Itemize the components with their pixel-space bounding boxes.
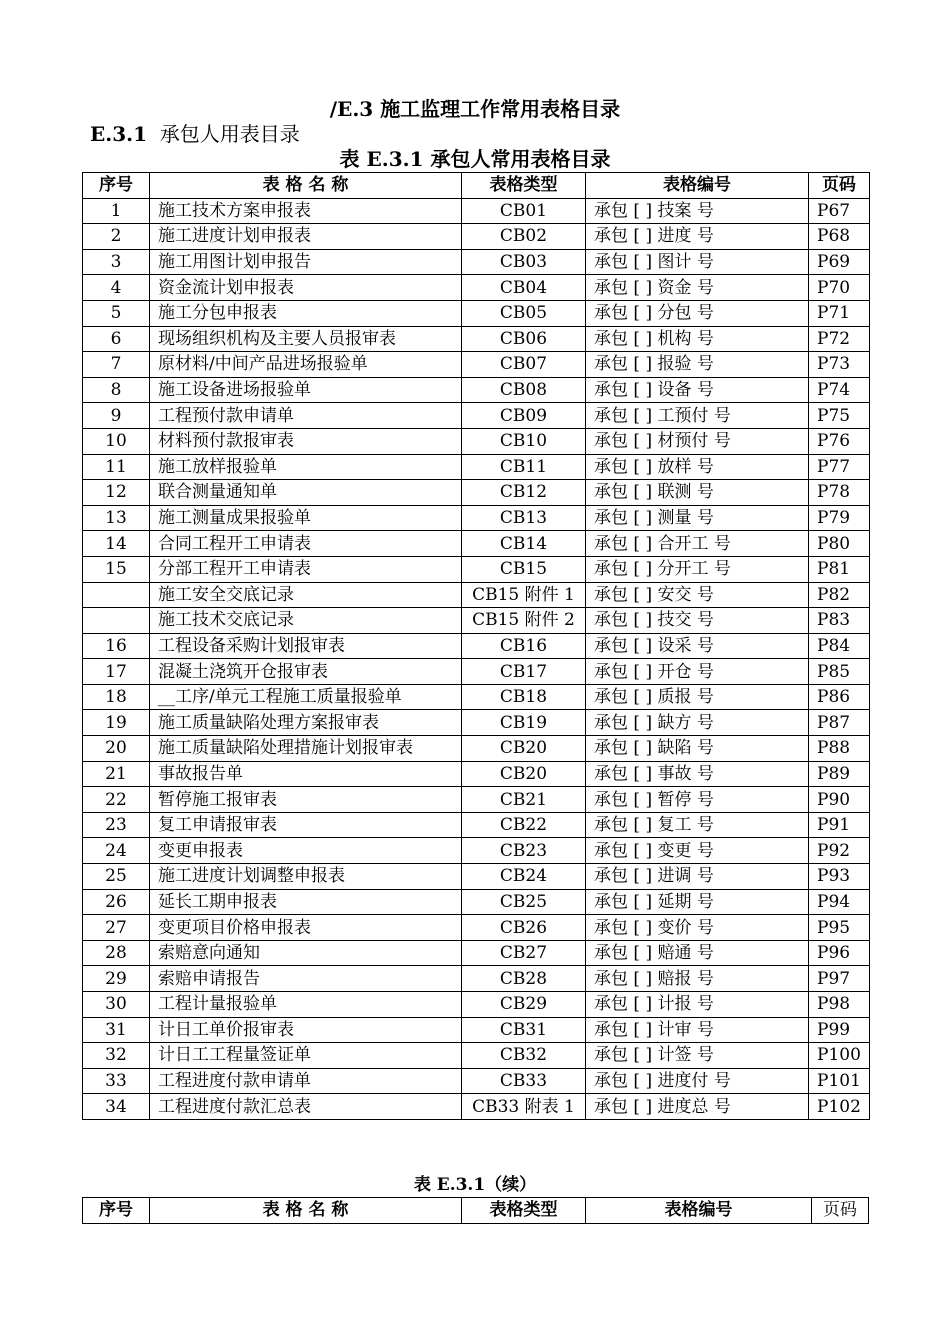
cell-code: 承包 [ ] 进调 号: [586, 864, 809, 890]
cell-page: P84: [809, 633, 870, 659]
continued-header-page: 页码: [812, 1198, 869, 1224]
cell-type: CB15: [462, 556, 586, 582]
cell-seq: 31: [83, 1017, 150, 1043]
cell-name: 工程进度付款汇总表: [150, 1094, 462, 1120]
cell-seq: 10: [83, 428, 150, 454]
cell-seq: 32: [83, 1043, 150, 1069]
cell-seq: 9: [83, 403, 150, 429]
cell-seq: 12: [83, 480, 150, 506]
cell-page: P100: [809, 1043, 870, 1069]
cell-page: P92: [809, 838, 870, 864]
continued-header-type: 表格类型: [462, 1198, 586, 1224]
table-row: [83, 249, 870, 275]
table-row: [83, 454, 870, 480]
cell-page: P101: [809, 1068, 870, 1094]
cell-page: P73: [809, 352, 870, 378]
cell-type: CB31: [462, 1017, 586, 1043]
cell-type: CB18: [462, 684, 586, 710]
cell-name: 混凝土浇筑开仓报审表: [150, 659, 462, 685]
cell-code: 承包 [ ] 报验 号: [586, 352, 809, 378]
cell-page: P69: [809, 249, 870, 275]
cell-name: 变更申报表: [150, 838, 462, 864]
cell-seq: 11: [83, 454, 150, 480]
cell-code: 承包 [ ] 机构 号: [586, 326, 809, 352]
cell-name: 工程进度付款申请单: [150, 1068, 462, 1094]
cell-name: 复工申请报审表: [150, 812, 462, 838]
table-row: [83, 736, 870, 762]
cell-type: CB32: [462, 1043, 586, 1069]
cell-page: P98: [809, 992, 870, 1018]
table-row: [83, 864, 870, 890]
cell-page: P95: [809, 915, 870, 941]
cell-type: CB10: [462, 428, 586, 454]
header-type: 表格类型: [462, 173, 586, 199]
cell-code: 承包 [ ] 复工 号: [586, 812, 809, 838]
table-row: [83, 761, 870, 787]
cell-code: 承包 [ ] 资金 号: [586, 275, 809, 301]
cell-name: 索赔意向通知: [150, 940, 462, 966]
table-row: [83, 198, 870, 224]
cell-type: CB14: [462, 531, 586, 557]
cell-page: P93: [809, 864, 870, 890]
cell-code: 承包 [ ] 暂停 号: [586, 787, 809, 813]
table-row: [83, 710, 870, 736]
cell-seq: 13: [83, 505, 150, 531]
cell-seq: [83, 608, 150, 634]
cell-seq: 26: [83, 889, 150, 915]
cell-code: 承包 [ ] 技交 号: [586, 608, 809, 634]
cell-name: 施工用图计划申报告: [150, 249, 462, 275]
cell-seq: 22: [83, 787, 150, 813]
cell-type: CB27: [462, 940, 586, 966]
table-row: [83, 505, 870, 531]
table-row: [83, 838, 870, 864]
cell-page: P96: [809, 940, 870, 966]
cell-code: 承包 [ ] 质报 号: [586, 684, 809, 710]
cell-code: 承包 [ ] 材预付 号: [586, 428, 809, 454]
cell-code: 承包 [ ] 设采 号: [586, 633, 809, 659]
cell-type: CB25: [462, 889, 586, 915]
table-row: [83, 684, 870, 710]
cell-seq: 14: [83, 531, 150, 557]
header-seq: 序号: [83, 173, 150, 199]
cell-name: 施工分包申报表: [150, 300, 462, 326]
cell-type: CB23: [462, 838, 586, 864]
cell-page: P81: [809, 556, 870, 582]
cell-type: CB11: [462, 454, 586, 480]
cell-seq: 34: [83, 1094, 150, 1120]
table-header-row: [83, 173, 870, 199]
cell-name: 暂停施工报审表: [150, 787, 462, 813]
cell-name: 施工进度计划调整申报表: [150, 864, 462, 890]
table-row: [83, 1017, 870, 1043]
table-row: [83, 992, 870, 1018]
cell-code: 承包 [ ] 工预付 号: [586, 403, 809, 429]
cell-page: P82: [809, 582, 870, 608]
cell-type: CB06: [462, 326, 586, 352]
cell-type: CB03: [462, 249, 586, 275]
cell-code: 承包 [ ] 测量 号: [586, 505, 809, 531]
cell-name: 施工放样报验单: [150, 454, 462, 480]
cell-name: 工程设备采购计划报审表: [150, 633, 462, 659]
continued-header-row: [83, 1198, 869, 1224]
cell-type: CB28: [462, 966, 586, 992]
cell-seq: 29: [83, 966, 150, 992]
table-row: [83, 403, 870, 429]
table-row: [83, 582, 870, 608]
cell-name: 施工安全交底记录: [150, 582, 462, 608]
table-row: [83, 940, 870, 966]
cell-seq: 25: [83, 864, 150, 890]
cell-page: P99: [809, 1017, 870, 1043]
cell-code: 承包 [ ] 赔报 号: [586, 966, 809, 992]
cell-name: 施工进度计划申报表: [150, 224, 462, 250]
cell-page: P83: [809, 608, 870, 634]
cell-page: P79: [809, 505, 870, 531]
cell-code: 承包 [ ] 计报 号: [586, 992, 809, 1018]
cell-seq: [83, 582, 150, 608]
table-row: [83, 608, 870, 634]
cell-seq: 8: [83, 377, 150, 403]
cell-page: P72: [809, 326, 870, 352]
cell-seq: 18: [83, 684, 150, 710]
cell-seq: 20: [83, 736, 150, 762]
cell-name: 事故报告单: [150, 761, 462, 787]
cell-code: 承包 [ ] 事故 号: [586, 761, 809, 787]
table-row: [83, 352, 870, 378]
cell-seq: 2: [83, 224, 150, 250]
cell-name: 计日工工程量签证单: [150, 1043, 462, 1069]
cell-code: 承包 [ ] 计审 号: [586, 1017, 809, 1043]
cell-name: 变更项目价格申报表: [150, 915, 462, 941]
table-body: [83, 198, 870, 1119]
continued-header-seq: 序号: [83, 1198, 150, 1224]
header-code: 表格编号: [586, 173, 809, 199]
cell-page: P80: [809, 531, 870, 557]
cell-code: 承包 [ ] 放样 号: [586, 454, 809, 480]
cell-seq: 7: [83, 352, 150, 378]
table-row: [83, 428, 870, 454]
cell-page: P74: [809, 377, 870, 403]
table-row: [83, 787, 870, 813]
cell-type: CB08: [462, 377, 586, 403]
cell-type: CB07: [462, 352, 586, 378]
cell-name: 施工测量成果报验单: [150, 505, 462, 531]
cell-page: P78: [809, 480, 870, 506]
cell-type: CB26: [462, 915, 586, 941]
table-row: [83, 275, 870, 301]
cell-page: P85: [809, 659, 870, 685]
cell-page: P76: [809, 428, 870, 454]
table-row: [83, 812, 870, 838]
section-title: 承包人用表目录: [159, 122, 300, 146]
cell-seq: 28: [83, 940, 150, 966]
continued-table-title: 表 E.3.1（续）: [413, 1175, 537, 1195]
table-row: [83, 966, 870, 992]
cell-seq: 4: [83, 275, 150, 301]
cell-seq: 19: [83, 710, 150, 736]
section-heading: [90, 120, 300, 148]
cell-type: CB05: [462, 300, 586, 326]
cell-type: CB16: [462, 633, 586, 659]
table-row: [83, 889, 870, 915]
cell-name: 工程预付款申请单: [150, 403, 462, 429]
cell-code: 承包 [ ] 分包 号: [586, 300, 809, 326]
cell-page: P77: [809, 454, 870, 480]
cell-type: CB09: [462, 403, 586, 429]
continued-header-code: 表格编号: [586, 1198, 812, 1224]
table-row: [83, 633, 870, 659]
cell-type: CB15 附件 1: [462, 582, 586, 608]
cell-name: 联合测量通知单: [150, 480, 462, 506]
header-name: 表 格 名 称: [150, 173, 462, 199]
cell-code: 承包 [ ] 技案 号: [586, 198, 809, 224]
table-title: 表 E.3.1 承包人常用表格目录: [339, 147, 611, 171]
cell-seq: 27: [83, 915, 150, 941]
cell-name: 施工质量缺陷处理方案报审表: [150, 710, 462, 736]
cell-seq: 24: [83, 838, 150, 864]
cell-name: 延长工期申报表: [150, 889, 462, 915]
cell-page: P68: [809, 224, 870, 250]
cell-seq: 1: [83, 198, 150, 224]
cell-code: 承包 [ ] 设备 号: [586, 377, 809, 403]
cell-code: 承包 [ ] 进度付 号: [586, 1068, 809, 1094]
table-row: [83, 556, 870, 582]
cell-page: P67: [809, 198, 870, 224]
cell-page: P70: [809, 275, 870, 301]
cell-type: CB19: [462, 710, 586, 736]
cell-type: CB24: [462, 864, 586, 890]
cell-code: 承包 [ ] 进度总 号: [586, 1094, 809, 1120]
table-row: [83, 326, 870, 352]
cell-code: 承包 [ ] 缺陷 号: [586, 736, 809, 762]
cell-page: P89: [809, 761, 870, 787]
table-row: [83, 1094, 870, 1120]
table-row: [83, 1043, 870, 1069]
cell-page: P90: [809, 787, 870, 813]
cell-name: 工程计量报验单: [150, 992, 462, 1018]
table-row: [83, 915, 870, 941]
cell-page: P88: [809, 736, 870, 762]
cell-type: CB04: [462, 275, 586, 301]
cell-type: CB22: [462, 812, 586, 838]
cell-page: P86: [809, 684, 870, 710]
table-row: [83, 300, 870, 326]
table-row: [83, 377, 870, 403]
cell-type: CB33 附表 1: [462, 1094, 586, 1120]
cell-name: 分部工程开工申请表: [150, 556, 462, 582]
cell-seq: 6: [83, 326, 150, 352]
table-row: [83, 531, 870, 557]
cell-name: 施工设备进场报验单: [150, 377, 462, 403]
cell-seq: 15: [83, 556, 150, 582]
cell-name: __工序/单元工程施工质量报验单: [150, 684, 462, 710]
cell-code: 承包 [ ] 缺方 号: [586, 710, 809, 736]
cell-type: CB15 附件 2: [462, 608, 586, 634]
table-row: [83, 659, 870, 685]
cell-name: 材料预付款报审表: [150, 428, 462, 454]
cell-code: 承包 [ ] 赔通 号: [586, 940, 809, 966]
cell-name: 合同工程开工申请表: [150, 531, 462, 557]
cell-type: CB21: [462, 787, 586, 813]
table-row: [83, 224, 870, 250]
cell-type: CB02: [462, 224, 586, 250]
cell-seq: 23: [83, 812, 150, 838]
table-row: [83, 1068, 870, 1094]
cell-code: 承包 [ ] 变价 号: [586, 915, 809, 941]
cell-name: 施工质量缺陷处理措施计划报审表: [150, 736, 462, 762]
cell-code: 承包 [ ] 图计 号: [586, 249, 809, 275]
cell-code: 承包 [ ] 进度 号: [586, 224, 809, 250]
cell-code: 承包 [ ] 合开工 号: [586, 531, 809, 557]
cell-name: 原材料/中间产品进场报验单: [150, 352, 462, 378]
cell-page: P75: [809, 403, 870, 429]
cell-code: 承包 [ ] 延期 号: [586, 889, 809, 915]
cell-seq: 3: [83, 249, 150, 275]
cell-seq: 21: [83, 761, 150, 787]
cell-type: CB13: [462, 505, 586, 531]
cell-name: 现场组织机构及主要人员报审表: [150, 326, 462, 352]
cell-type: CB29: [462, 992, 586, 1018]
cell-page: P87: [809, 710, 870, 736]
cell-page: P102: [809, 1094, 870, 1120]
document-title: /E.3 施工监理工作常用表格目录: [329, 97, 621, 121]
cell-name: 资金流计划申报表: [150, 275, 462, 301]
cell-seq: 33: [83, 1068, 150, 1094]
cell-name: 索赔申请报告: [150, 966, 462, 992]
cell-seq: 30: [83, 992, 150, 1018]
cell-name: 施工技术方案申报表: [150, 198, 462, 224]
cell-type: CB20: [462, 736, 586, 762]
cell-code: 承包 [ ] 安交 号: [586, 582, 809, 608]
cell-page: P97: [809, 966, 870, 992]
cell-seq: 16: [83, 633, 150, 659]
table-row: [83, 480, 870, 506]
cell-type: CB17: [462, 659, 586, 685]
cell-page: P94: [809, 889, 870, 915]
form-catalog-table: [82, 172, 870, 1120]
cell-code: 承包 [ ] 计签 号: [586, 1043, 809, 1069]
cell-type: CB20: [462, 761, 586, 787]
cell-page: P71: [809, 300, 870, 326]
cell-page: P91: [809, 812, 870, 838]
cell-code: 承包 [ ] 变更 号: [586, 838, 809, 864]
cell-type: CB12: [462, 480, 586, 506]
cell-code: 承包 [ ] 联测 号: [586, 480, 809, 506]
continued-table: [82, 1197, 869, 1224]
section-number: E.3.1: [90, 122, 148, 146]
cell-code: 承包 [ ] 开仓 号: [586, 659, 809, 685]
cell-type: CB01: [462, 198, 586, 224]
cell-seq: 5: [83, 300, 150, 326]
continued-header-name: 表 格 名 称: [150, 1198, 462, 1224]
cell-name: 施工技术交底记录: [150, 608, 462, 634]
header-page: 页码: [809, 173, 870, 199]
cell-seq: 17: [83, 659, 150, 685]
cell-code: 承包 [ ] 分开工 号: [586, 556, 809, 582]
cell-type: CB33: [462, 1068, 586, 1094]
cell-name: 计日工单价报审表: [150, 1017, 462, 1043]
